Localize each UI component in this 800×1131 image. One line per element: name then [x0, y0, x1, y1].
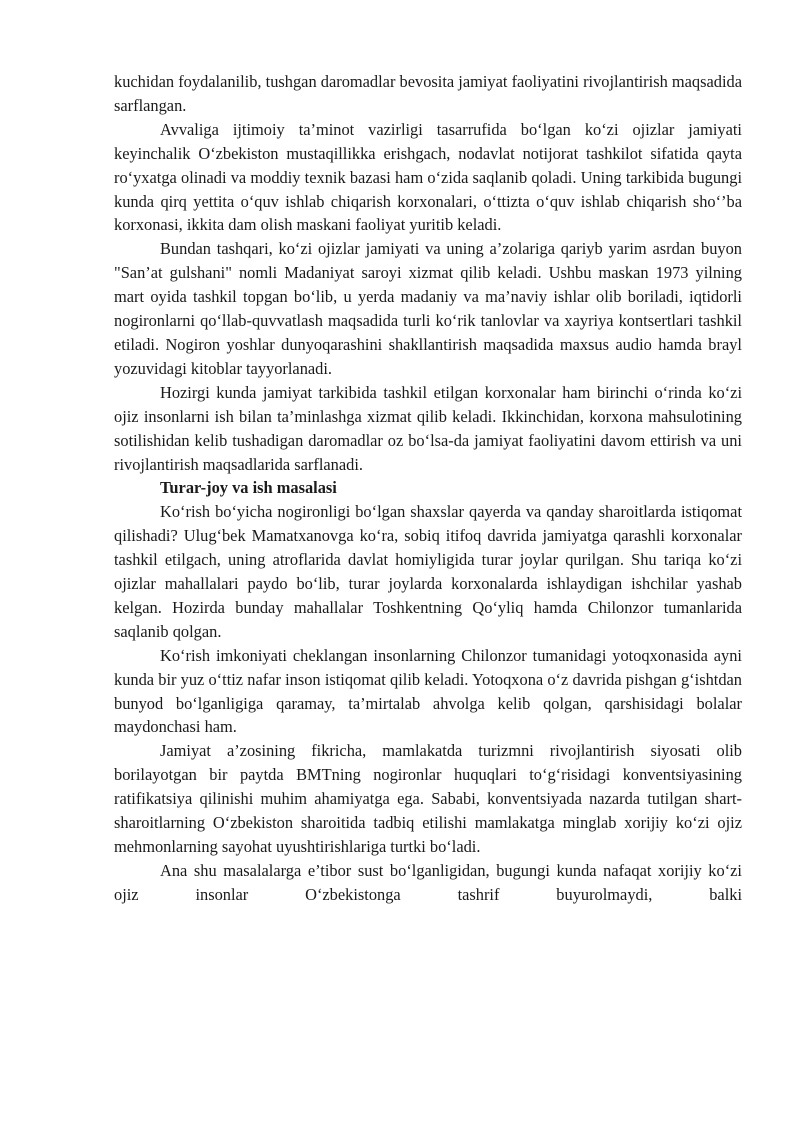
paragraph-1: kuchidan foydalanilib, tushgan daromadlar bevosita jamiyat faoliyatini rivojlantirish maqsadida sarflangan.: [114, 72, 742, 115]
paragraph-8: Ana shu masalalarga e’tibor sust bo‘lganligidan, bugungi kunda nafaqat xorijiy ko‘zi ojiz insonlar O‘zbekistonga tashrif buyurolmaydi, balki: [114, 860, 742, 904]
paragraph-6: Ko‘rish imkoniyati cheklangan insonlarning Chilonzor tumanidagi yotoqxonasida ayni kunda bir yuz o‘ttiz nafar inson istiqomat qilib keladi. Yotoqxona o‘z davrida pishgan g‘ishtdan bunyod bo‘lganligiga qaramay, ta’mirtalab ahvolga kelib qolgan, qarshisidagi bolalar maydonchasi ham.: [114, 645, 742, 737]
section-heading: Turar-joy va ish masalasi: [160, 478, 337, 498]
paragraph-7: Jamiyat a’zosining fikricha, mamlakatda turizmni rivojlantirish siyosati olib borilayotgan bir paytda BMTning nogironlar huquqlari to‘g‘risidagi konventsiyasining ratifikatsiya qilinishi muhim ahamiyatga ega. Sababi, konventsiyada nazarda tutilgan shart-sharoitlarning O‘zbekiston sharoitida tadbiq etilishi mamlakatga minglab xorijiy ko‘zi ojiz mehmonlarning sayohat uyushtirishlariga turtki bo‘ladi.: [114, 741, 742, 856]
paragraph-5: Ko‘rish bo‘yicha nogironligi bo‘lgan shaxslar qayerda va qanday sharoitlarda istiqomat qilishadi? Ulug‘bek Mamatxanovga ko‘ra, sobiq itifoq davrida jamiyatga qarashli korxonalar tashkil etilgach, uning atroflarida davlat homiyligida turar joylar qurilgan. Shu tariqa ko‘zi ojizlar mahallalari paydo bo‘lib, turar joylarda korxonalarda ishlaydigan ishchilar yashab kelgan. Hozirda bunday mahallalar Toshkentning Qo‘yliq hamda Chilonzor tumanlarida saqlanib qolgan.: [114, 502, 742, 641]
paragraph-4: Hozirgi kunda jamiyat tarkibida tashkil etilgan korxonalar ham birinchi o‘rinda ko‘zi ojiz insonlarni ish bilan ta’minlashga xizmat qilib keladi. Ikkinchidan, korxona mahsulotining sotilishidan kelib tushadigan daromadlar oz bo‘lsa-da jamiyat faoliyatini davom ettirish va uni rivojlantirish maqsadlarida sarflanadi.: [114, 382, 742, 474]
paragraph-3: Bundan tashqari, ko‘zi ojizlar jamiyati va uning a’zolariga qariyb yarim asrdan buyon "San’at gulshani" nomli Madaniyat saroyi xizmat qilib keladi. Ushbu maskan 1973 yilning mart oyida tashkil topgan bo‘lib, u yerda madaniy va ma’naviy ishlar olib boriladi, iqtidorli nogironlarni qo‘llab-quvvatlash maqsadida turli ko‘rik tanlovlar va xayriya kontsertlari tashkil etiladi. Nogiron yoshlar dunyoqarashini shakllantirish maqsadida maxsus audio hamda brayl yozuvidagi kitoblar tayyorlanadi.: [114, 239, 742, 378]
paragraph-2: Avvaliga ijtimoiy ta’minot vazirligi tasarrufida bo‘lgan ko‘zi ojizlar jamiyati keyinchalik O‘zbekiston mustaqillikka erishgach, nodavlat notijorat tashkilot sifatida qayta ro‘yxatga olinadi va moddiy texnik bazasi ham o‘zida saqlanib qoladi. Uning tarkibida bugungi kunda qirq yettita o‘quv ishlab chiqarish korxonalari, o‘ttizta o‘quv ishlab chiqarish sho‘’ba korxonasi, ikkita dam olish maskani faoliyat yuritib keladi.: [114, 119, 742, 235]
